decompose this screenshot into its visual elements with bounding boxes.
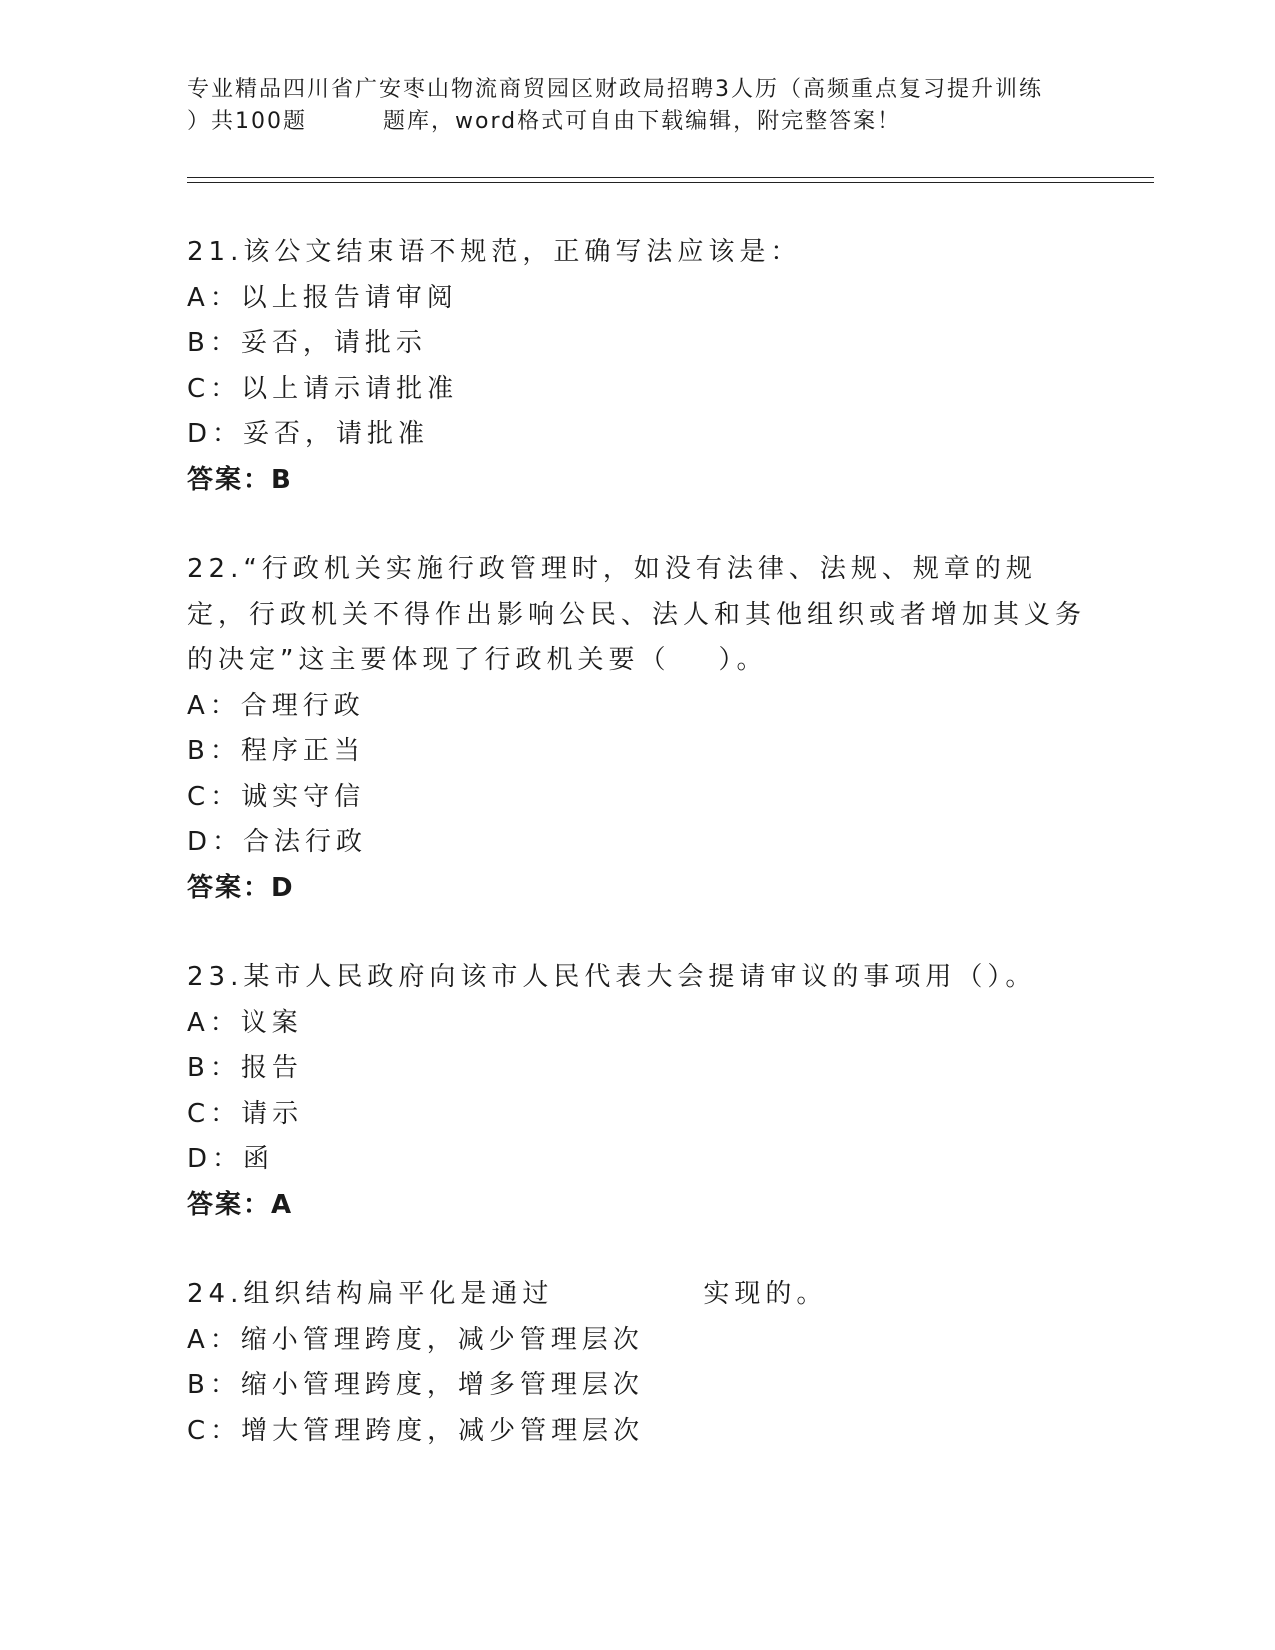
question-list (187, 230, 1087, 1498)
header-line-2-right: 题库，word格式可自由下载编辑，附完整答案！ (383, 109, 902, 134)
option-b: B：程序正当 (187, 736, 365, 766)
question-stem: 21.该公文结束语不规范，正确写法应该是： (187, 237, 802, 267)
option-b: B：报告 (187, 1053, 303, 1083)
header-line-2-left: ）共100题 (187, 109, 307, 134)
question-23 (187, 955, 1087, 1228)
option-a: A：以上报告请审阅 (187, 282, 458, 313)
question-21 (187, 230, 1087, 503)
option-b: B：妥否，请批示 (187, 328, 427, 358)
question-22 (187, 547, 1087, 911)
option-c: C：诚实守信 (187, 781, 366, 812)
answer: 答案：B (187, 464, 293, 495)
option-c: C：增大管理跨度，减少管理层次 (187, 1415, 645, 1446)
option-a: A：议案 (187, 1007, 303, 1038)
question-stem (187, 547, 1087, 684)
option-c: C：请示 (187, 1098, 304, 1129)
question-stem: 23.某市人民政府向该市人民代表大会提请审议的事项用（）。 (187, 962, 1037, 992)
option-b: B：缩小管理跨度，增多管理层次 (187, 1370, 644, 1400)
answer: 答案：A (187, 1189, 294, 1220)
option-d: D：合法行政 (187, 827, 368, 857)
document-header (187, 74, 1087, 138)
header-divider-bottom (187, 182, 1154, 183)
question-24 (187, 1272, 1087, 1454)
option-d: D：妥否，请批准 (187, 419, 430, 449)
option-d: D：函 (187, 1144, 275, 1174)
header-line-1: 专业精品四川省广安枣山物流商贸园区财政局招聘3人历（高频重点复习提升训练 (187, 77, 1043, 102)
option-a: A：合理行政 (187, 690, 365, 721)
answer: 答案：D (187, 872, 295, 903)
header-divider-top (187, 177, 1154, 178)
option-c: C：以上请示请批准 (187, 373, 459, 404)
question-stem-part-2: 实现的。 (703, 1279, 828, 1309)
question-stem-part-1: 24.组织结构扁平化是通过 (187, 1279, 554, 1309)
header-line-2 (187, 106, 1087, 138)
question-stem-part-2: ）。 (718, 645, 768, 675)
option-a: A：缩小管理跨度，减少管理层次 (187, 1324, 644, 1355)
question-stem (187, 1272, 1087, 1318)
question-stem-part-1: 22.“行政机关实施行政管理时，如没有法律、法规、规章的规定，行政机关不得作出影响公民、法人和其他组织或者增加其义务的决定”这主要体现了行政机关要（ (187, 554, 1087, 675)
